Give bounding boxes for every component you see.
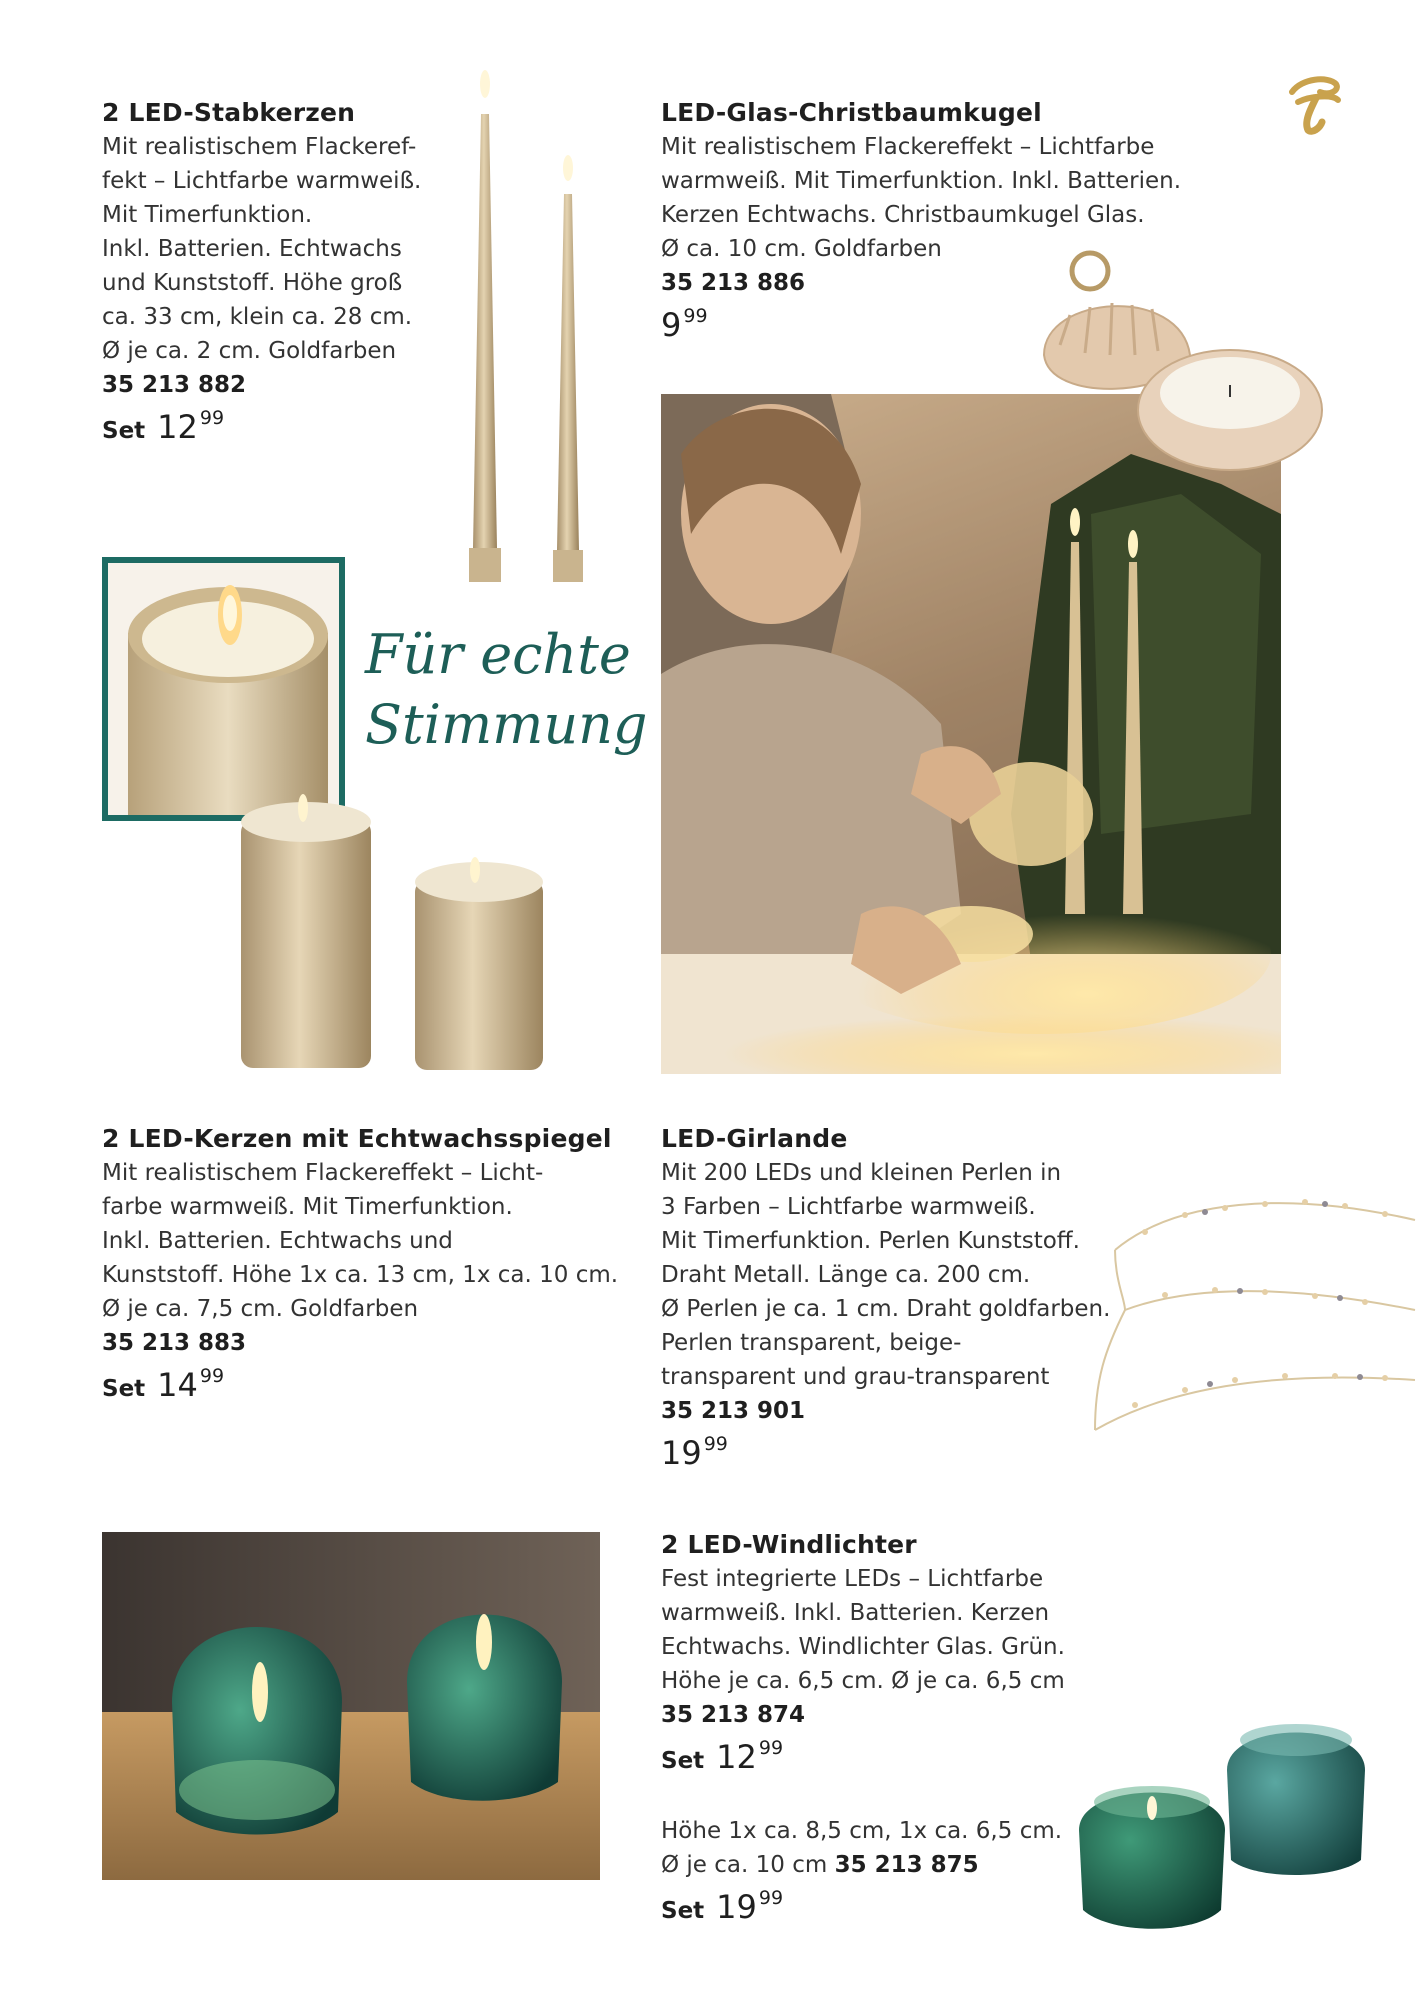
description-line: Mit realistischem Flackeref-: [102, 134, 417, 160]
price-main: 19: [716, 1888, 757, 1926]
ornament-image: [1030, 245, 1330, 495]
green-lanterns-image: [1075, 1710, 1375, 1940]
pillar-candles-image: [235, 780, 565, 1080]
price-main: 12: [716, 1738, 757, 1776]
description-line: Ø Perlen je ca. 1 cm. Draht goldfarben.: [661, 1296, 1111, 1322]
description-line: Höhe je ca. 6,5 cm. Ø je ca. 6,5 cm: [661, 1668, 1065, 1694]
description-line: warmweiß. Inkl. Batterien. Kerzen: [661, 1600, 1050, 1626]
description-line: fekt – Lichtfarbe warmweiß.: [102, 168, 422, 194]
product-echtwachsspiegel: [102, 1122, 642, 1418]
description-line: 3 Farben – Lichtfarbe warmweiß.: [661, 1194, 1036, 1220]
description-line: Inkl. Batterien. Echtwachs und: [102, 1228, 453, 1254]
garland-image: [1085, 1180, 1423, 1470]
price-cents: 99: [199, 1365, 225, 1387]
product-description: [102, 130, 462, 368]
description-line: Mit Timerfunktion.: [102, 202, 313, 228]
description-line: Kerzen Echtwachs. Christbaumkugel Glas.: [661, 202, 1145, 228]
price-cents: 99: [683, 305, 708, 327]
taper-candles-image: [455, 70, 595, 590]
article-number: 35 213 886: [661, 270, 806, 296]
product-title: LED-Glas-Christbaumkugel: [661, 98, 1042, 127]
price-cents: 99: [199, 407, 225, 429]
description-line: Mit realistischem Flackereffekt – Lichtfarbe: [661, 134, 1155, 160]
headline-line-1: Für echte: [365, 623, 631, 686]
description-line: Fest integrierte LEDs – Lichtfarbe: [661, 1566, 1044, 1592]
variant-article-number: 35 213 875: [834, 1852, 979, 1878]
price-prefix: Set: [661, 1898, 705, 1924]
description-line: Mit 200 LEDs und kleinen Perlen in: [661, 1160, 1062, 1186]
description-line: farbe warmweiß. Mit Timerfunktion.: [102, 1194, 513, 1220]
product-title: 2 LED-Stabkerzen: [102, 98, 356, 127]
article-number: 35 213 882: [102, 372, 247, 398]
variant-line: [661, 1848, 1101, 1882]
article-number: 35 213 883: [102, 1330, 247, 1356]
description-line: ca. 33 cm, klein ca. 28 cm.: [102, 304, 413, 330]
description-line: Perlen transparent, beige-: [661, 1330, 962, 1356]
price-prefix: Set: [661, 1748, 705, 1774]
description-line: Ø je ca. 7,5 cm. Goldfarben: [102, 1296, 419, 1322]
variant-line: Höhe 1x ca. 8,5 cm, 1x ca. 6,5 cm.: [661, 1818, 1063, 1844]
price-main: 9: [661, 306, 682, 344]
tchibo-t-logo-icon: [1280, 70, 1350, 140]
price-main: 14: [157, 1366, 198, 1404]
description-line: Inkl. Batterien. Echtwachs: [102, 236, 402, 262]
description-line: Mit realistischem Flackereffekt – Licht-: [102, 1160, 544, 1186]
price-cents: 99: [703, 1433, 728, 1455]
price: [661, 1434, 1101, 1486]
price-cents: 99: [758, 1887, 784, 1909]
price-main: 12: [157, 408, 198, 446]
article-number: 35 213 874: [661, 1702, 806, 1728]
product-girlande: [661, 1122, 1111, 1486]
description-line: warmweiß. Mit Timerfunktion. Inkl. Batterien.: [661, 168, 1182, 194]
variant-description: [661, 1814, 1101, 1882]
description-line: transparent und grau-transparent: [661, 1364, 1050, 1390]
tchibo-logo: [1280, 70, 1350, 140]
lanterns-photo: [102, 1532, 600, 1880]
price-prefix: Set: [102, 1376, 146, 1402]
price-cents: 99: [758, 1737, 784, 1759]
price-main: 19: [661, 1434, 702, 1472]
product-stabkerzen: [102, 96, 462, 460]
product-description: [102, 1156, 642, 1326]
price: [661, 1738, 1101, 1790]
headline-line-2: Stimmung: [365, 693, 648, 756]
description-line: Draht Metall. Länge ca. 200 cm.: [661, 1262, 1031, 1288]
product-description: [661, 1156, 1111, 1394]
product-windlichter: [661, 1528, 1101, 1940]
description-line: und Kunststoff. Höhe groß: [102, 270, 403, 296]
script-headline: [365, 620, 648, 780]
description-line: Echtwachs. Windlichter Glas. Grün.: [661, 1634, 1065, 1660]
price: [102, 408, 462, 460]
description-line: Kunststoff. Höhe 1x ca. 13 cm, 1x ca. 10 cm.: [102, 1262, 619, 1288]
price-prefix: Set: [102, 418, 146, 444]
lifestyle-photo: [661, 394, 1281, 1074]
article-number: 35 213 901: [661, 1398, 806, 1424]
price: [102, 1366, 642, 1418]
variant-size: Ø je ca. 10 cm: [661, 1852, 828, 1878]
description-line: Ø ca. 10 cm. Goldfarben: [661, 236, 942, 262]
description-line: Ø je ca. 2 cm. Goldfarben: [102, 338, 397, 364]
variant-price: [661, 1888, 1101, 1940]
product-title: 2 LED-Windlichter: [661, 1530, 917, 1559]
product-description: [661, 1562, 1101, 1698]
product-title: LED-Girlande: [661, 1124, 848, 1153]
product-title: 2 LED-Kerzen mit Echtwachsspiegel: [102, 1124, 612, 1153]
description-line: Mit Timerfunktion. Perlen Kunststoff.: [661, 1228, 1080, 1254]
